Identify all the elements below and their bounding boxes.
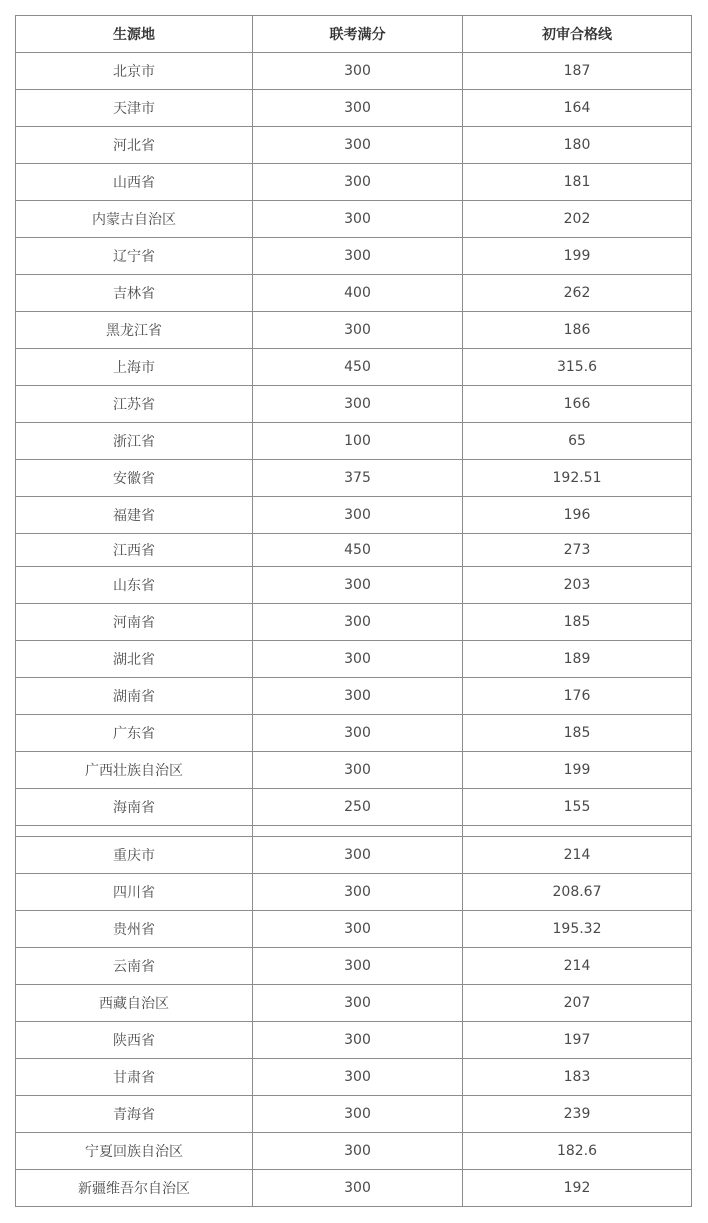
- table-row: [16, 715, 692, 752]
- cell-full-score: 300: [253, 641, 463, 678]
- table-row: [16, 275, 692, 312]
- table-row: [16, 238, 692, 275]
- cell-full-score: 300: [253, 90, 463, 127]
- table-row: [16, 53, 692, 90]
- cell-full-score: 300: [253, 567, 463, 604]
- cell-full-score: 300: [253, 201, 463, 238]
- cell-cutoff: 189: [463, 641, 692, 678]
- table-row: [16, 837, 692, 874]
- cell-origin: 海南省: [16, 789, 253, 826]
- table-row: [16, 567, 692, 604]
- table-row: [16, 90, 692, 127]
- cell-full-score: 300: [253, 948, 463, 985]
- table-row: [16, 1059, 692, 1096]
- cell-cutoff: 166: [463, 386, 692, 423]
- cell-full-score: 300: [253, 238, 463, 275]
- table-row: [16, 201, 692, 238]
- cell-full-score: 375: [253, 460, 463, 497]
- cell-origin: 宁夏回族自治区: [16, 1133, 253, 1170]
- header-full-score: 联考满分: [253, 16, 463, 53]
- cell-origin: 福建省: [16, 497, 253, 534]
- table-row: [16, 349, 692, 386]
- table-row: [16, 386, 692, 423]
- cell-full-score: 300: [253, 386, 463, 423]
- cell-full-score: 300: [253, 715, 463, 752]
- cell-origin: 山东省: [16, 567, 253, 604]
- cell-cutoff: 182.6: [463, 1133, 692, 1170]
- cell-full-score: 300: [253, 837, 463, 874]
- cell-full-score: 300: [253, 678, 463, 715]
- table-row: [16, 312, 692, 349]
- cell-cutoff: 65: [463, 423, 692, 460]
- table-row: [16, 911, 692, 948]
- table-row: [16, 534, 692, 567]
- cell-full-score: 300: [253, 1133, 463, 1170]
- score-table-part-1: [15, 15, 692, 863]
- table-row: [16, 460, 692, 497]
- cell-full-score: 400: [253, 275, 463, 312]
- cell-origin: 陕西省: [16, 1022, 253, 1059]
- cell-full-score: 300: [253, 1096, 463, 1133]
- cell-origin: 新疆维吾尔自治区: [16, 1170, 253, 1207]
- cell-cutoff: 202: [463, 201, 692, 238]
- cell-origin: 上海市: [16, 349, 253, 386]
- table-row: [16, 164, 692, 201]
- table-row: [16, 423, 692, 460]
- table-row: [16, 641, 692, 678]
- cell-origin: 浙江省: [16, 423, 253, 460]
- cell-full-score: 300: [253, 604, 463, 641]
- cell-origin: 西藏自治区: [16, 985, 253, 1022]
- table-row: [16, 1096, 692, 1133]
- cell-origin: 江西省: [16, 534, 253, 567]
- cell-origin: 贵州省: [16, 911, 253, 948]
- cell-cutoff: 214: [463, 948, 692, 985]
- cell-cutoff: 164: [463, 90, 692, 127]
- cell-full-score: 300: [253, 127, 463, 164]
- cell-origin: 内蒙古自治区: [16, 201, 253, 238]
- header-cutoff: 初审合格线: [463, 16, 692, 53]
- table-row: [16, 874, 692, 911]
- table-row: [16, 604, 692, 641]
- cell-full-score: 300: [253, 497, 463, 534]
- cell-origin: 湖北省: [16, 641, 253, 678]
- cell-origin: 黑龙江省: [16, 312, 253, 349]
- table-row: [16, 985, 692, 1022]
- cell-full-score: 300: [253, 752, 463, 789]
- table-row: [16, 678, 692, 715]
- cell-cutoff: 185: [463, 715, 692, 752]
- cell-origin: 安徽省: [16, 460, 253, 497]
- cell-cutoff: 192.51: [463, 460, 692, 497]
- table-row: [16, 1170, 692, 1207]
- cell-origin: 云南省: [16, 948, 253, 985]
- cell-origin: 北京市: [16, 53, 253, 90]
- cell-cutoff: 199: [463, 238, 692, 275]
- cell-cutoff: 315.6: [463, 349, 692, 386]
- cell-full-score: 450: [253, 534, 463, 567]
- cell-cutoff: 273: [463, 534, 692, 567]
- cell-full-score: 450: [253, 349, 463, 386]
- cell-cutoff: 207: [463, 985, 692, 1022]
- cell-origin: 天津市: [16, 90, 253, 127]
- cell-cutoff: 185: [463, 604, 692, 641]
- cell-cutoff: 199: [463, 752, 692, 789]
- cell-full-score: 300: [253, 164, 463, 201]
- cell-origin: 辽宁省: [16, 238, 253, 275]
- cell-full-score: 100: [253, 423, 463, 460]
- cell-cutoff: 208.67: [463, 874, 692, 911]
- cell-cutoff: 181: [463, 164, 692, 201]
- score-table-part-2: [15, 836, 692, 1207]
- table-row: [16, 1022, 692, 1059]
- cell-full-score: 300: [253, 53, 463, 90]
- cell-cutoff: 180: [463, 127, 692, 164]
- cell-cutoff: 176: [463, 678, 692, 715]
- cell-cutoff: 262: [463, 275, 692, 312]
- cell-origin: 重庆市: [16, 837, 253, 874]
- cell-full-score: 300: [253, 312, 463, 349]
- table-row: [16, 752, 692, 789]
- cell-cutoff: 214: [463, 837, 692, 874]
- table-row: [16, 127, 692, 164]
- cell-full-score: 300: [253, 1059, 463, 1096]
- cell-cutoff: 192: [463, 1170, 692, 1207]
- cell-origin: 湖南省: [16, 678, 253, 715]
- table-header-row: [16, 16, 692, 53]
- cell-origin: 江苏省: [16, 386, 253, 423]
- cell-cutoff: 239: [463, 1096, 692, 1133]
- table-row: [16, 1133, 692, 1170]
- header-origin: 生源地: [16, 16, 253, 53]
- cell-cutoff: 187: [463, 53, 692, 90]
- cell-full-score: 300: [253, 985, 463, 1022]
- cell-full-score: 300: [253, 1170, 463, 1207]
- cell-origin: 山西省: [16, 164, 253, 201]
- cell-cutoff: 203: [463, 567, 692, 604]
- cell-origin: 河南省: [16, 604, 253, 641]
- cell-origin: 广西壮族自治区: [16, 752, 253, 789]
- cell-full-score: 250: [253, 789, 463, 826]
- cell-full-score: 300: [253, 911, 463, 948]
- cell-origin: 四川省: [16, 874, 253, 911]
- cell-cutoff: 183: [463, 1059, 692, 1096]
- cell-full-score: 300: [253, 874, 463, 911]
- cell-origin: 青海省: [16, 1096, 253, 1133]
- cell-origin: 吉林省: [16, 275, 253, 312]
- cell-full-score: 300: [253, 1022, 463, 1059]
- cell-origin: 河北省: [16, 127, 253, 164]
- table-row: [16, 789, 692, 826]
- cell-cutoff: 196: [463, 497, 692, 534]
- table-row: [16, 948, 692, 985]
- table-row: [16, 497, 692, 534]
- cell-cutoff: 155: [463, 789, 692, 826]
- cell-origin: 广东省: [16, 715, 253, 752]
- cell-cutoff: 197: [463, 1022, 692, 1059]
- cell-origin: 甘肃省: [16, 1059, 253, 1096]
- cell-cutoff: 186: [463, 312, 692, 349]
- cell-cutoff: 195.32: [463, 911, 692, 948]
